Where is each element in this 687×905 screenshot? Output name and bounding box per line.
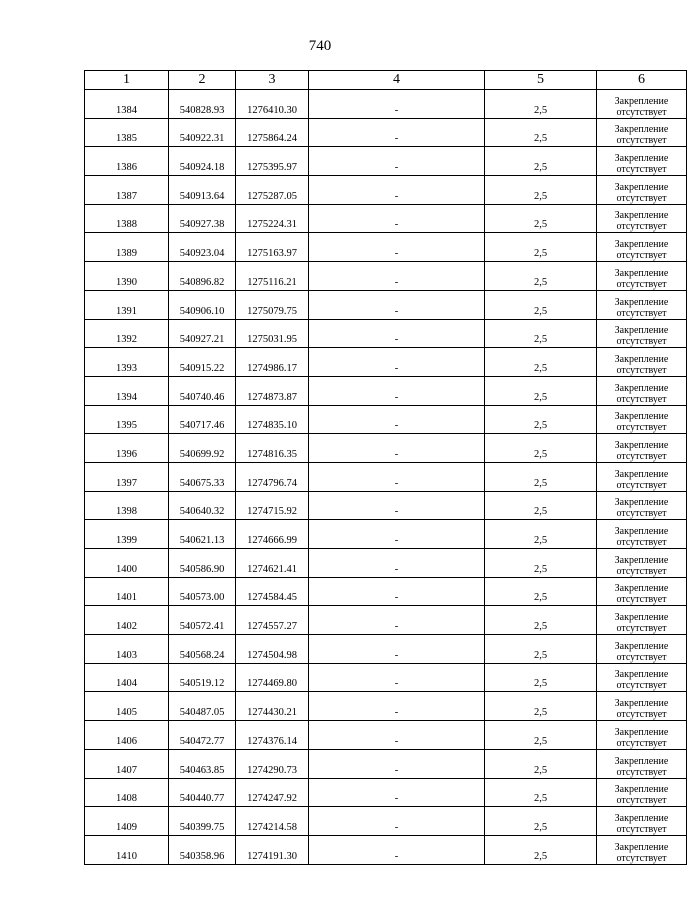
- column-5-cell: 2,5: [485, 204, 597, 233]
- fixing-note-line: отсутствует: [616, 537, 667, 548]
- fixing-note-line: отсутствует: [616, 307, 667, 319]
- column-5-cell: 2,5: [485, 749, 597, 778]
- fixing-note-line: Закрепление: [614, 841, 669, 853]
- fixing-note-cell: [597, 520, 687, 549]
- table-row: [85, 176, 687, 205]
- y-coordinate-cell: 1274715.92: [236, 491, 309, 520]
- point-number-cell: 1398: [85, 491, 169, 520]
- fixing-note-cell: [597, 147, 687, 176]
- fixing-note-line: отсутствует: [616, 422, 667, 434]
- column-5-cell: 2,5: [485, 434, 597, 463]
- table-row: [85, 233, 687, 262]
- point-number-cell: 1399: [85, 520, 169, 549]
- column-5-cell: 2,5: [485, 577, 597, 606]
- point-number-cell: 1389: [85, 233, 169, 262]
- fixing-note-line: отсутствует: [616, 852, 667, 864]
- column-5-cell: 2,5: [485, 635, 597, 664]
- column-4-cell: -: [309, 549, 485, 578]
- y-coordinate-cell: 1274557.27: [236, 606, 309, 635]
- point-number-cell: 1394: [85, 376, 169, 405]
- column-5-cell: 2,5: [485, 835, 597, 864]
- column-4-cell: -: [309, 835, 485, 864]
- fixing-note-line: Закрепление: [614, 267, 669, 279]
- table-row: [85, 749, 687, 778]
- fixing-note-line: отсутствует: [616, 164, 667, 176]
- y-coordinate-cell: 1276410.30: [236, 90, 309, 119]
- point-number-cell: 1385: [85, 118, 169, 147]
- x-coordinate-cell: 540640.32: [169, 491, 236, 520]
- fixing-note-cell: [597, 233, 687, 262]
- table-row: [85, 434, 687, 463]
- table-row: [85, 835, 687, 864]
- y-coordinate-cell: 1274469.80: [236, 663, 309, 692]
- fixing-note-cell: [597, 262, 687, 291]
- column-5-cell: 2,5: [485, 491, 597, 520]
- column-5-cell: 2,5: [485, 405, 597, 434]
- fixing-note-cell: [597, 692, 687, 721]
- fixing-note-cell: [597, 577, 687, 606]
- fixing-note-line: Закрепление: [614, 325, 669, 337]
- column-5-cell: 2,5: [485, 233, 597, 262]
- y-coordinate-cell: 1275287.05: [236, 176, 309, 205]
- fixing-note-line: отсутствует: [616, 795, 667, 807]
- fixing-note-line: отсутствует: [616, 364, 667, 376]
- fixing-note-line: Закрепление: [614, 353, 669, 365]
- point-number-cell: 1392: [85, 319, 169, 348]
- x-coordinate-cell: 540922.31: [169, 118, 236, 147]
- table-row: [85, 376, 687, 405]
- table-row: [85, 577, 687, 606]
- fixing-note-line: Закрепление: [614, 296, 669, 308]
- column-4-cell: -: [309, 462, 485, 491]
- x-coordinate-cell: 540740.46: [169, 376, 236, 405]
- table-row: [85, 549, 687, 578]
- table-row: [85, 118, 687, 147]
- column-4-cell: -: [309, 319, 485, 348]
- fixing-note-line: Закрепление: [614, 124, 669, 136]
- fixing-note-cell: [597, 204, 687, 233]
- x-coordinate-cell: 540896.82: [169, 262, 236, 291]
- point-number-cell: 1397: [85, 462, 169, 491]
- fixing-note-cell: [597, 749, 687, 778]
- fixing-note-line: отсутствует: [616, 336, 667, 348]
- fixing-note-line: Закрепление: [614, 468, 669, 480]
- column-5-cell: 2,5: [485, 290, 597, 319]
- column-5-cell: 2,5: [485, 176, 597, 205]
- fixing-note-line: отсутствует: [616, 450, 667, 462]
- fixing-note-cell: [597, 319, 687, 348]
- fixing-note-line: Закрепление: [614, 612, 669, 624]
- x-coordinate-cell: 540717.46: [169, 405, 236, 434]
- y-coordinate-cell: 1274986.17: [236, 348, 309, 377]
- fixing-note-cell: [597, 491, 687, 520]
- point-number-cell: 1387: [85, 176, 169, 205]
- point-number-cell: 1406: [85, 721, 169, 750]
- fixing-note-line: Закрепление: [614, 439, 669, 451]
- column-5-cell: 2,5: [485, 147, 597, 176]
- column-5-cell: 2,5: [485, 376, 597, 405]
- y-coordinate-cell: 1274290.73: [236, 749, 309, 778]
- point-number-cell: 1409: [85, 807, 169, 836]
- coordinates-table: [84, 70, 687, 865]
- x-coordinate-cell: 540927.38: [169, 204, 236, 233]
- fixing-note-cell: [597, 90, 687, 119]
- header-col-5: 5: [485, 71, 597, 90]
- fixing-note-line: отсутствует: [616, 508, 667, 520]
- point-number-cell: 1400: [85, 549, 169, 578]
- column-4-cell: -: [309, 749, 485, 778]
- x-coordinate-cell: 540568.24: [169, 635, 236, 664]
- x-coordinate-cell: 540519.12: [169, 663, 236, 692]
- fixing-note-line: отсутствует: [616, 680, 667, 692]
- fixing-note-cell: [597, 778, 687, 807]
- column-4-cell: -: [309, 348, 485, 377]
- y-coordinate-cell: 1275079.75: [236, 290, 309, 319]
- table-row: [85, 491, 687, 520]
- column-4-cell: -: [309, 807, 485, 836]
- y-coordinate-cell: 1274430.21: [236, 692, 309, 721]
- column-4-cell: -: [309, 577, 485, 606]
- x-coordinate-cell: 540906.10: [169, 290, 236, 319]
- fixing-note-cell: [597, 405, 687, 434]
- column-5-cell: 2,5: [485, 807, 597, 836]
- table-row: [85, 405, 687, 434]
- table-row: [85, 663, 687, 692]
- fixing-note-line: отсутствует: [616, 393, 667, 405]
- y-coordinate-cell: 1274666.99: [236, 520, 309, 549]
- fixing-note-cell: [597, 348, 687, 377]
- x-coordinate-cell: 540913.64: [169, 176, 236, 205]
- column-5-cell: 2,5: [485, 348, 597, 377]
- x-coordinate-cell: 540358.96: [169, 835, 236, 864]
- point-number-cell: 1390: [85, 262, 169, 291]
- header-col-1: 1: [85, 71, 169, 90]
- column-4-cell: -: [309, 721, 485, 750]
- x-coordinate-cell: 540621.13: [169, 520, 236, 549]
- fixing-note-cell: [597, 663, 687, 692]
- page-number: 740: [308, 38, 332, 54]
- column-4-cell: -: [309, 118, 485, 147]
- point-number-cell: 1402: [85, 606, 169, 635]
- column-4-cell: -: [309, 376, 485, 405]
- header-col-4: 4: [309, 71, 485, 90]
- point-number-cell: 1388: [85, 204, 169, 233]
- fixing-note-line: Закрепление: [614, 554, 669, 566]
- point-number-cell: 1386: [85, 147, 169, 176]
- y-coordinate-cell: 1274214.58: [236, 807, 309, 836]
- fixing-note-line: отсутствует: [616, 250, 667, 262]
- fixing-note-line: отсутствует: [616, 192, 667, 204]
- point-number-cell: 1403: [85, 635, 169, 664]
- column-4-cell: -: [309, 204, 485, 233]
- fixing-note-line: отсутствует: [616, 594, 667, 606]
- point-number-cell: 1408: [85, 778, 169, 807]
- y-coordinate-cell: 1275116.21: [236, 262, 309, 291]
- table-row: [85, 606, 687, 635]
- column-4-cell: -: [309, 663, 485, 692]
- fixing-note-cell: [597, 606, 687, 635]
- fixing-note-line: отсутствует: [616, 737, 667, 749]
- column-4-cell: -: [309, 606, 485, 635]
- column-5-cell: 2,5: [485, 319, 597, 348]
- fixing-note-line: отсутствует: [616, 823, 667, 835]
- x-coordinate-cell: 540572.41: [169, 606, 236, 635]
- column-4-cell: -: [309, 290, 485, 319]
- fixing-note-cell: [597, 635, 687, 664]
- y-coordinate-cell: 1275395.97: [236, 147, 309, 176]
- table-row: [85, 262, 687, 291]
- fixing-note-cell: [597, 835, 687, 864]
- column-5-cell: 2,5: [485, 721, 597, 750]
- fixing-note-line: Закрепление: [614, 95, 669, 107]
- table-row: [85, 147, 687, 176]
- point-number-cell: 1404: [85, 663, 169, 692]
- fixing-note-cell: [597, 462, 687, 491]
- header-col-3: 3: [236, 71, 309, 90]
- fixing-note-line: Закрепление: [614, 726, 669, 738]
- y-coordinate-cell: 1274796.74: [236, 462, 309, 491]
- column-5-cell: 2,5: [485, 520, 597, 549]
- column-4-cell: -: [309, 90, 485, 119]
- y-coordinate-cell: 1274376.14: [236, 721, 309, 750]
- fixing-note-cell: [597, 434, 687, 463]
- fixing-note-line: Закрепление: [614, 411, 669, 423]
- column-5-cell: 2,5: [485, 692, 597, 721]
- table-row: [85, 635, 687, 664]
- table-row: [85, 319, 687, 348]
- x-coordinate-cell: 540924.18: [169, 147, 236, 176]
- fixing-note-line: Закрепление: [614, 497, 669, 509]
- column-4-cell: -: [309, 233, 485, 262]
- fixing-note-cell: [597, 290, 687, 319]
- table-row: [85, 721, 687, 750]
- point-number-cell: 1405: [85, 692, 169, 721]
- table-row: [85, 807, 687, 836]
- fixing-note-line: отсутствует: [616, 766, 667, 778]
- header-col-6: 6: [597, 71, 687, 90]
- fixing-note-line: Закрепление: [614, 210, 669, 222]
- fixing-note-cell: [597, 376, 687, 405]
- column-5-cell: 2,5: [485, 462, 597, 491]
- y-coordinate-cell: 1275224.31: [236, 204, 309, 233]
- y-coordinate-cell: 1274504.98: [236, 635, 309, 664]
- x-coordinate-cell: 540915.22: [169, 348, 236, 377]
- x-coordinate-cell: 540828.93: [169, 90, 236, 119]
- point-number-cell: 1395: [85, 405, 169, 434]
- fixing-note-cell: [597, 721, 687, 750]
- y-coordinate-cell: 1275031.95: [236, 319, 309, 348]
- table-row: [85, 692, 687, 721]
- point-number-cell: 1384: [85, 90, 169, 119]
- y-coordinate-cell: 1274191.30: [236, 835, 309, 864]
- fixing-note-cell: [597, 118, 687, 147]
- x-coordinate-cell: 540440.77: [169, 778, 236, 807]
- fixing-note-line: Закрепление: [614, 239, 669, 251]
- x-coordinate-cell: 540399.75: [169, 807, 236, 836]
- column-5-cell: 2,5: [485, 606, 597, 635]
- y-coordinate-cell: 1274816.35: [236, 434, 309, 463]
- point-number-cell: 1393: [85, 348, 169, 377]
- x-coordinate-cell: 540472.77: [169, 721, 236, 750]
- fixing-note-line: Закрепление: [614, 583, 669, 595]
- fixing-note-line: отсутствует: [616, 565, 667, 577]
- column-4-cell: -: [309, 635, 485, 664]
- column-4-cell: -: [309, 491, 485, 520]
- column-5-cell: 2,5: [485, 778, 597, 807]
- x-coordinate-cell: 540699.92: [169, 434, 236, 463]
- table-row: [85, 520, 687, 549]
- fixing-note-cell: [597, 176, 687, 205]
- table-row: [85, 90, 687, 119]
- fixing-note-line: Закрепление: [614, 382, 669, 394]
- table-row: [85, 462, 687, 491]
- fixing-note-line: Закрепление: [614, 812, 669, 824]
- y-coordinate-cell: 1275864.24: [236, 118, 309, 147]
- x-coordinate-cell: 540463.85: [169, 749, 236, 778]
- table-row: [85, 348, 687, 377]
- column-4-cell: -: [309, 778, 485, 807]
- column-4-cell: -: [309, 520, 485, 549]
- x-coordinate-cell: 540586.90: [169, 549, 236, 578]
- fixing-note-line: Закрепление: [614, 755, 669, 767]
- point-number-cell: 1410: [85, 835, 169, 864]
- column-4-cell: -: [309, 434, 485, 463]
- point-number-cell: 1391: [85, 290, 169, 319]
- fixing-note-line: отсутствует: [616, 479, 667, 491]
- column-5-cell: 2,5: [485, 663, 597, 692]
- point-number-cell: 1401: [85, 577, 169, 606]
- table-header-row: [85, 71, 687, 90]
- column-5-cell: 2,5: [485, 262, 597, 291]
- fixing-note-cell: [597, 549, 687, 578]
- y-coordinate-cell: 1274873.87: [236, 376, 309, 405]
- y-coordinate-cell: 1274247.92: [236, 778, 309, 807]
- column-4-cell: -: [309, 405, 485, 434]
- column-4-cell: -: [309, 262, 485, 291]
- x-coordinate-cell: 540927.21: [169, 319, 236, 348]
- fixing-note-line: Закрепление: [614, 669, 669, 681]
- fixing-note-line: отсутствует: [616, 135, 667, 147]
- column-5-cell: 2,5: [485, 90, 597, 119]
- fixing-note-line: Закрепление: [614, 698, 669, 710]
- fixing-note-line: Закрепление: [614, 153, 669, 165]
- x-coordinate-cell: 540487.05: [169, 692, 236, 721]
- table-row: [85, 204, 687, 233]
- fixing-note-cell: [597, 807, 687, 836]
- fixing-note-line: отсутствует: [616, 709, 667, 721]
- y-coordinate-cell: 1274835.10: [236, 405, 309, 434]
- y-coordinate-cell: 1274621.41: [236, 549, 309, 578]
- fixing-note-line: Закрепление: [614, 526, 669, 537]
- fixing-note-line: отсутствует: [616, 278, 667, 290]
- y-coordinate-cell: 1275163.97: [236, 233, 309, 262]
- table-row: [85, 290, 687, 319]
- fixing-note-line: отсутствует: [616, 106, 667, 118]
- fixing-note-line: Закрепление: [614, 181, 669, 193]
- point-number-cell: 1396: [85, 434, 169, 463]
- header-col-2: 2: [169, 71, 236, 90]
- column-4-cell: -: [309, 176, 485, 205]
- column-4-cell: -: [309, 692, 485, 721]
- y-coordinate-cell: 1274584.45: [236, 577, 309, 606]
- table-row: [85, 778, 687, 807]
- fixing-note-line: Закрепление: [614, 640, 669, 652]
- fixing-note-line: отсутствует: [616, 623, 667, 635]
- fixing-note-line: Закрепление: [614, 784, 669, 796]
- point-number-cell: 1407: [85, 749, 169, 778]
- column-5-cell: 2,5: [485, 118, 597, 147]
- column-4-cell: -: [309, 147, 485, 176]
- fixing-note-line: отсутствует: [616, 221, 667, 233]
- fixing-note-line: отсутствует: [616, 651, 667, 663]
- x-coordinate-cell: 540573.00: [169, 577, 236, 606]
- column-5-cell: 2,5: [485, 549, 597, 578]
- table-body: [85, 90, 687, 865]
- x-coordinate-cell: 540675.33: [169, 462, 236, 491]
- x-coordinate-cell: 540923.04: [169, 233, 236, 262]
